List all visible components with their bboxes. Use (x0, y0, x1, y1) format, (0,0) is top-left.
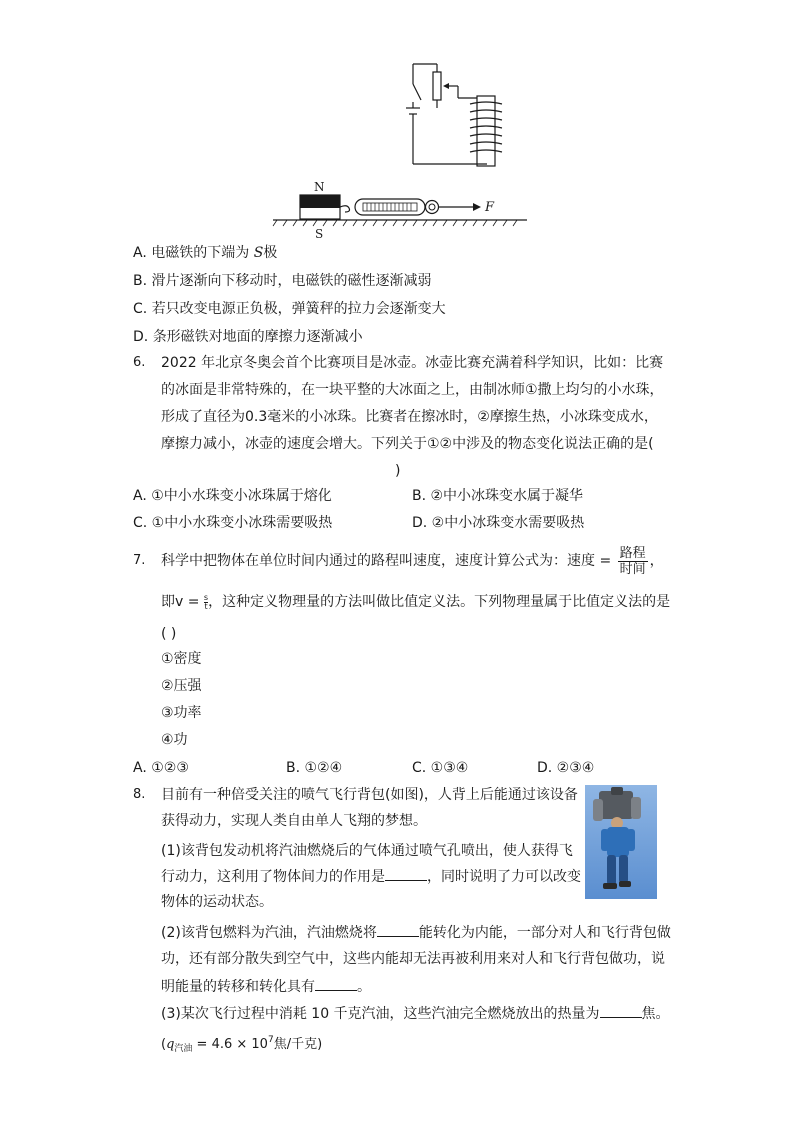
q7-option-b[interactable]: B. ①②④ (286, 760, 343, 776)
label-s: S (315, 227, 324, 238)
answer-blank-2[interactable] (377, 922, 419, 937)
electromagnet-figure (265, 58, 535, 238)
jetpack-photo (585, 785, 657, 899)
q5-option-b[interactable]: B. 滑片逐渐向下移动时，电磁铁的磁性逐渐减弱 (133, 273, 432, 289)
q6-option-d[interactable]: D. ②中小冰珠变水需要吸热 (412, 515, 585, 531)
q8-intro-1: 目前有一种倍受关注的喷气飞行背包(如图)，人背上后能通过该设备 (161, 787, 578, 803)
answer-blank-3[interactable] (315, 976, 357, 991)
q6-option-c[interactable]: C. ①中小水珠变小冰珠需要吸热 (133, 515, 333, 531)
q6-line-1: 2022 年北京冬奥会首个比赛项目是冰壶。冰壶比赛充满着科学知识，比如：比赛 (161, 355, 664, 371)
q8-p1-line-1: (1)该背包发动机将汽油燃烧后的气体通过喷气孔喷出，使人获得飞 (161, 843, 573, 859)
q7-line-1: 科学中把物体在单位时间内通过的路程叫速度，速度计算公式为：速度 = $\frac{\text{路程}}{\text{时间}}$ ， (161, 545, 664, 577)
label-n: N (314, 180, 325, 194)
q6-line-4: 摩擦力减小，冰壶的速度会增大。下列关于①②中涉及的物态变化说法正确的是( (161, 436, 654, 452)
speed-fraction: $\frac{\text{路程}}{\text{时间}}$ (619, 545, 646, 577)
q8-p3-line-1: (3)某次飞行过程中消耗 10 千克汽油，这些汽油完全燃烧放出的热量为 焦。 (161, 1003, 670, 1024)
q8-formula: ($q_{汽油} = 4.6 \times 10^7$焦/千克) (161, 1035, 323, 1054)
q6-line-5: ) (395, 463, 401, 479)
q6-line-2: 的冰面是非常特殊的，在一块平整的大冰面之上，由制冰师①撒上均匀的小水珠， (161, 382, 664, 398)
q8-p2-line-3: 明能量的转移和转化具有 。 (161, 976, 371, 997)
label-f: F (485, 200, 495, 215)
q8-p2-line-2: 功，还有部分散失到空气中，这些内能却无法再被利用来对人和飞行背包做功，说 (161, 951, 665, 967)
q6-option-a[interactable]: A. ①中小水珠变小冰珠属于熔化 (133, 488, 332, 504)
q5-option-c[interactable]: C. 若只改变电源正负极，弹簧秤的拉力会逐渐变大 (133, 301, 446, 317)
q7-number: 7. (133, 553, 146, 568)
q7-option-d[interactable]: D. ②③④ (537, 760, 595, 776)
answer-blank-4[interactable] (600, 1003, 642, 1018)
q8-intro-2: 获得动力，实现人类自由单人飞翔的梦想。 (161, 813, 427, 829)
q7-option-c[interactable]: C. ①③④ (412, 760, 469, 776)
q7-item-3: ③功率 (161, 705, 202, 721)
q5-option-a[interactable]: A. 电磁铁的下端为 S极 (133, 245, 278, 261)
q8-p2-line-1: (2)该背包燃料为汽油，汽油燃烧将 能转化为内能，一部分对人和飞行背包做 (161, 922, 671, 943)
q7-item-1: ①密度 (161, 651, 202, 667)
q8-number: 8. (133, 787, 146, 802)
q7-paren: ( ) (161, 626, 177, 642)
q7-item-4: ④功 (161, 732, 188, 748)
answer-blank-1[interactable] (385, 866, 427, 881)
q5-option-d[interactable]: D. 条形磁铁对地面的摩擦力逐渐减小 (133, 329, 363, 345)
q6-line-3: 形成了直径为0.3毫米的小冰珠。比赛者在擦冰时，②摩擦生热，小冰珠变成水， (161, 409, 658, 425)
q7-item-2: ②压强 (161, 678, 202, 694)
q7-line-2: 即v = $\frac{s}{t}$ ，这种定义物理量的方法叫做比值定义法。下列物理量属于比值定义法的是 (161, 592, 671, 611)
q6-number: 6. (133, 355, 146, 370)
q6-option-b[interactable]: B. ②中小冰珠变水属于凝华 (412, 488, 584, 504)
q7-option-a[interactable]: A. ①②③ (133, 760, 189, 776)
q8-p1-line-3: 物体的运动状态。 (161, 894, 273, 910)
q8-p1-line-2: 行动力，这利用了物体间力的作用是 ，同时说明了力可以改变 (161, 866, 581, 887)
v-fraction: $\frac{s}{t}$ (203, 592, 209, 611)
